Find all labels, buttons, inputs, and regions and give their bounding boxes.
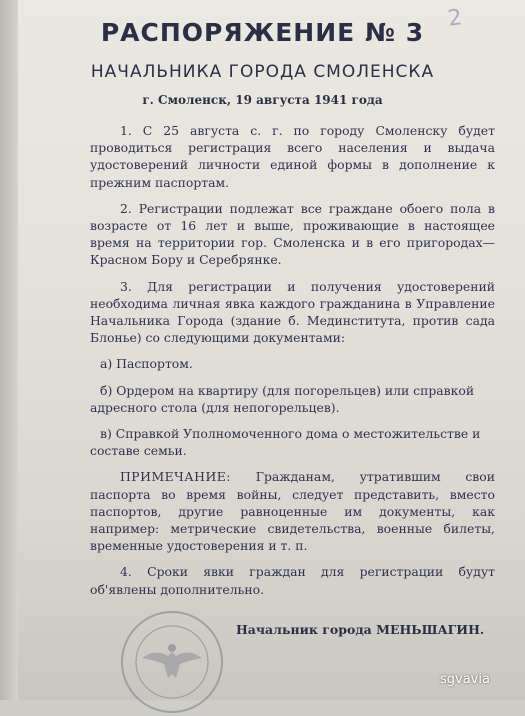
list-item-a: а) Паспортом. (100, 356, 193, 372)
paragraph-4: 4. Сроки явки граждан для регистрации будут об'явлены дополнительно. (90, 564, 495, 597)
document-dateline: г. Смоленск, 19 августа 1941 года (142, 93, 383, 107)
document-subtitle: НАЧАЛЬНИКА ГОРОДА СМОЛЕНСКА (90, 62, 435, 82)
paragraph-2: 2. Регистрации подлежат все граждане обоего пола в возрасте от 16 лет и выше, проживающие в настоящее время на территории гор. Смоленска и в его пригородах—Красном Бору и Серебрянке. (90, 200, 495, 268)
signature-line: Начальник города МЕНЬШАГИН. (236, 622, 485, 637)
note-label: ПРИМЕЧАНИЕ: (120, 469, 231, 485)
note-text: Гражданам, утратившим свои паспорта во время войны, следует представить, вместо паспортов, другие равноценные им документы, как например: метрические свидетельства, военные билеты, временные удостоверения и т. п. (90, 469, 495, 554)
handwritten-page-number: 2 (446, 5, 464, 32)
note-paragraph (90, 468, 495, 554)
site-watermark: sgvavia (440, 672, 490, 687)
document-title: РАСПОРЯЖЕНИЕ № 3 (100, 18, 425, 47)
paragraph-1: 1. С 25 августа с. г. по городу Смоленску будет проводиться регистрация всего населения и выдача удостоверений личности единой формы в дополнение к прежним паспортам. (90, 123, 495, 190)
document-body (90, 122, 495, 607)
list-item-c: в) Справкой Уполномоченного дома о местожительстве и составе семьи. (90, 426, 481, 459)
list-item-b: б) Ордером на квартиру (для погорельцев) или справкой адресного стола (для непогорельцев). (90, 382, 475, 415)
paragraph-3: 3. Для регистрации и получения удостоверений необходима личная явка каждого гражданина в Управление Начальника Города (здание б. Мединститута, против сада Блонье) со следующими документами: (90, 278, 495, 346)
